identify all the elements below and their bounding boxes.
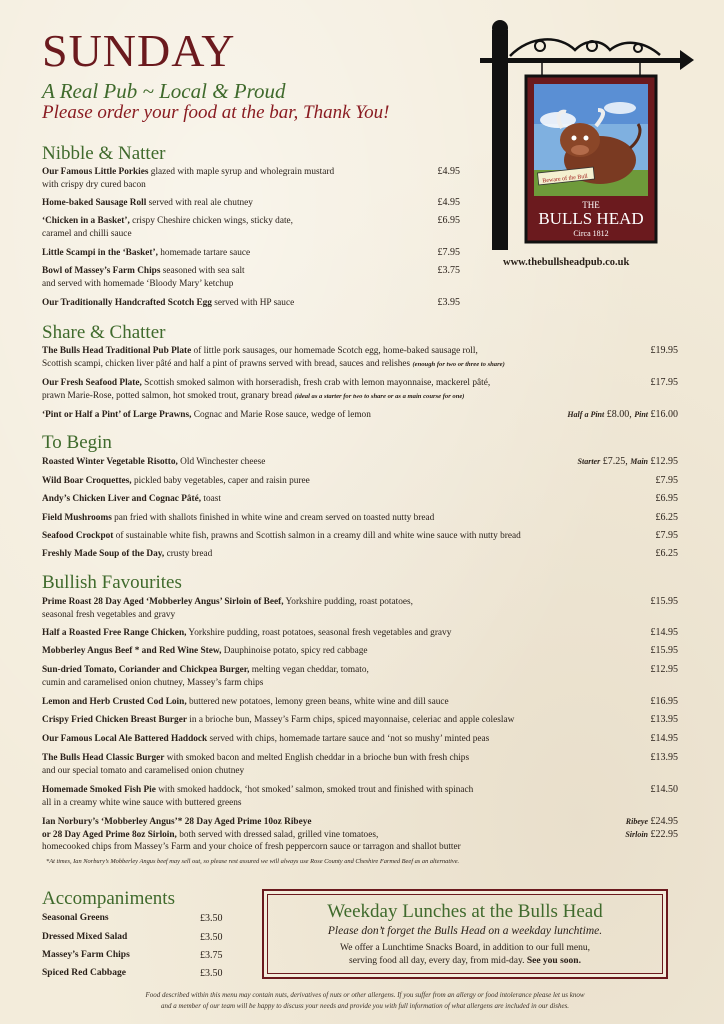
accompaniment-item: Spiced Red Cabbage [42,968,126,978]
item-price: £15.95 [650,645,678,656]
menu-item: Little Scampi in the ‘Basket’, homemade tartare sauce [42,248,251,258]
section-heading-share: Share & Chatter [42,322,166,343]
order-note: Please order your food at the bar, Thank You! [42,102,390,123]
sign-arm [480,58,690,63]
menu-item: Our Famous Little Porkies glazed with maple syrup and wholegrain mustard with crispy dry cured bacon [42,167,335,190]
item-price: £6.25 [655,548,678,559]
sign-banner-text: Beware of the Bull [542,173,589,185]
menu-item-steak: Ian Norbury’s ‘Mobberley Angus’* 28 Day Aged Prime 10oz Ribeye or 28 Day Aged Prime 8oz Sirloin, both served with dressed salad, grilled vine tomatoes, homecooked chips from Massey’s Farm and your choice of fresh peppercorn sauce or tarragon and shallot butter [42,817,461,852]
sign-name-line1: THE [582,200,600,210]
item-price: £12.95 [650,664,678,675]
item-price: £14.95 [650,733,678,744]
sign-name-line2: BULLS HEAD [538,209,644,228]
pub-sign-illustration [480,20,700,250]
accompaniment-item: Dressed Mixed Salad [42,932,128,942]
item-price: £6.25 [655,512,678,523]
accompaniment-item: Massey’s Farm Chips [42,950,130,960]
menu-item: Prime Roast 28 Day Aged ‘Mobberley Angus’ Sirloin of Beef, Yorkshire pudding, roast potatoes, seasonal fresh vegetables and gravy [42,597,413,620]
item-price: £13.95 [650,752,678,763]
menu-item: Crispy Fried Chicken Breast Burger in a brioche bun, Massey’s Farm chips, spiced mayonnaise, celeriac and apple coleslaw [42,715,515,725]
item-price: £14.95 [650,627,678,638]
item-price: £7.95 [655,475,678,486]
item-price: £3.95 [437,297,460,308]
menu-item: The Bulls Head Traditional Pub Plate of little pork sausages, our homemade Scotch egg, home-baked sausage roll, Scottish scampi, chicken liver pâté and half a pint of prawns served with bread, sauces and relishes (enough for two or three to share) [42,346,505,369]
accompaniment-price: £3.50 [200,968,223,979]
menu-item: Wild Boar Croquettes, pickled baby vegetables, caper and raisin puree [42,476,310,486]
menu-item: The Bulls Head Classic Burger with smoked bacon and melted English cheddar in a brioche bun with fresh chips and our special tomato and caramelised onion chutney [42,753,470,776]
menu-item: Lemon and Herb Crusted Cod Loin, buttered new potatoes, lemony green beans, white wine and dill sauce [42,697,449,707]
menu-item: Roasted Winter Vegetable Risotto, Old Winchester cheese [42,457,266,467]
item-price: £7.95 [437,247,460,258]
menu-item: Andy’s Chicken Liver and Cognac Pâté, toast [42,494,221,504]
accompaniment-price: £3.50 [200,913,223,924]
weekday-body: serving food all day, every day, from mid-day. See you soon. [349,956,581,966]
menu-item: Home-baked Sausage Roll served with real ale chutney [42,198,253,208]
section-heading-accompaniments: Accompaniments [42,888,175,909]
menu-title: SUNDAY [42,25,236,76]
menu-item: Field Mushrooms pan fried with shallots finished in white wine and cream served on toasted nutty bread [42,513,435,523]
accompaniment-item: Seasonal Greens [42,913,109,923]
item-price: £13.95 [650,714,678,725]
item-price: Starter £7.25, Main £12.95 [577,456,678,467]
beef-footnote: *At times, Ian Norbury’s Mobberley Angus beef may sell out, so please rest assured we will always use Rose County and Cheshire Farmed Beef as an alternative. [46,858,460,865]
menu-item: Our Famous Local Ale Battered Haddock served with chips, homemade tartare sauce and ‘not so mushy’ minted peas [42,734,490,744]
menu-item: ‘Pint or Half a Pint’ of Large Prawns, Cognac and Marie Rose sauce, wedge of lemon [42,410,371,420]
item-price: Sirloin £22.95 [625,829,678,840]
menu-item: Mobberley Angus Beef * and Red Wine Stew, Dauphinoise potato, spicy red cabbage [42,646,368,656]
tagline: A Real Pub ~ Local & Proud [42,79,286,103]
menu-item: Seafood Crockpot of sustainable white fish, prawns and Scottish salmon in a creamy dill and white wine sauce with nutty bread [42,531,521,541]
section-heading-nibble: Nibble & Natter [42,143,166,164]
item-price: £7.95 [655,530,678,541]
item-price: £6.95 [655,493,678,504]
item-price: £6.95 [437,215,460,226]
weekday-body: We offer a Lunchtime Snacks Board, in addition to our full menu, [340,943,590,953]
item-price: £4.95 [437,197,460,208]
item-price: £19.95 [650,345,678,356]
weekday-lunch-box [262,889,668,979]
menu-item: Half a Roasted Free Range Chicken, Yorkshire pudding, roast potatoes, seasonal fresh vegetables and gravy [42,628,452,638]
item-price: Ribeye £24.95 [625,816,678,827]
item-price: £16.95 [650,696,678,707]
menu-item: Freshly Made Soup of the Day, crusty bread [42,549,213,559]
menu-item: Sun-dried Tomato, Coriander and Chickpea Burger, melting vegan cheddar, tomato, cumin and caramelised onion chutney, Massey’s farm chips [42,665,369,688]
accompaniment-price: £3.50 [200,932,223,943]
menu-item: Bowl of Massey’s Farm Chips seasoned with sea salt and served with homemade ‘Bloody Mary’ ketchup [42,266,245,289]
item-price: Half a Pint £8.00, Pint £16.00 [567,409,678,420]
menu-item: Our Traditionally Handcrafted Scotch Egg served with HP sauce [42,298,295,308]
section-heading-begin: To Begin [42,432,112,453]
sign-circa: Circa 1812 [573,229,609,238]
menu-item: Homemade Smoked Fish Pie with smoked haddock, ‘hot smoked’ salmon, smoked trout and finished with spinach all in a creamy white wine sauce with buttered greens [42,785,474,808]
allergen-footer: Food described within this menu may contain nuts, derivatives of nuts or other allergens. If you suffer from an allergy or food intolerance please let us know and a member of our team will be happy to discuss your needs and provide you with full information of what allergens are included in our dishes. [145,991,585,1010]
item-price: £15.95 [650,596,678,607]
item-price: £4.95 [437,166,460,177]
item-price: £17.95 [650,377,678,388]
item-price: £3.75 [437,265,460,276]
menu-item: Our Fresh Seafood Plate, Scottish smoked salmon with horseradish, fresh crab with lemon mayonnaise, mackerel pâté, prawn Marie-Rose, potted salmon, hot smoked trout, granary bread (ideal as a starter for two to share or as a main course for one) [42,378,491,401]
menu-item: ‘Chicken in a Basket’, crispy Cheshire chicken wings, sticky date, caramel and chilli sauce [42,216,293,239]
website-url: www.thebullsheadpub.co.uk [503,257,630,268]
item-price: £14.50 [650,784,678,795]
weekday-title: Weekday Lunches at the Bulls Head [327,901,603,922]
section-heading-bullish: Bullish Favourites [42,572,182,593]
weekday-subtitle: Please don’t forget the Bulls Head on a weekday lunchtime. [327,925,603,937]
accompaniment-price: £3.75 [200,950,223,961]
